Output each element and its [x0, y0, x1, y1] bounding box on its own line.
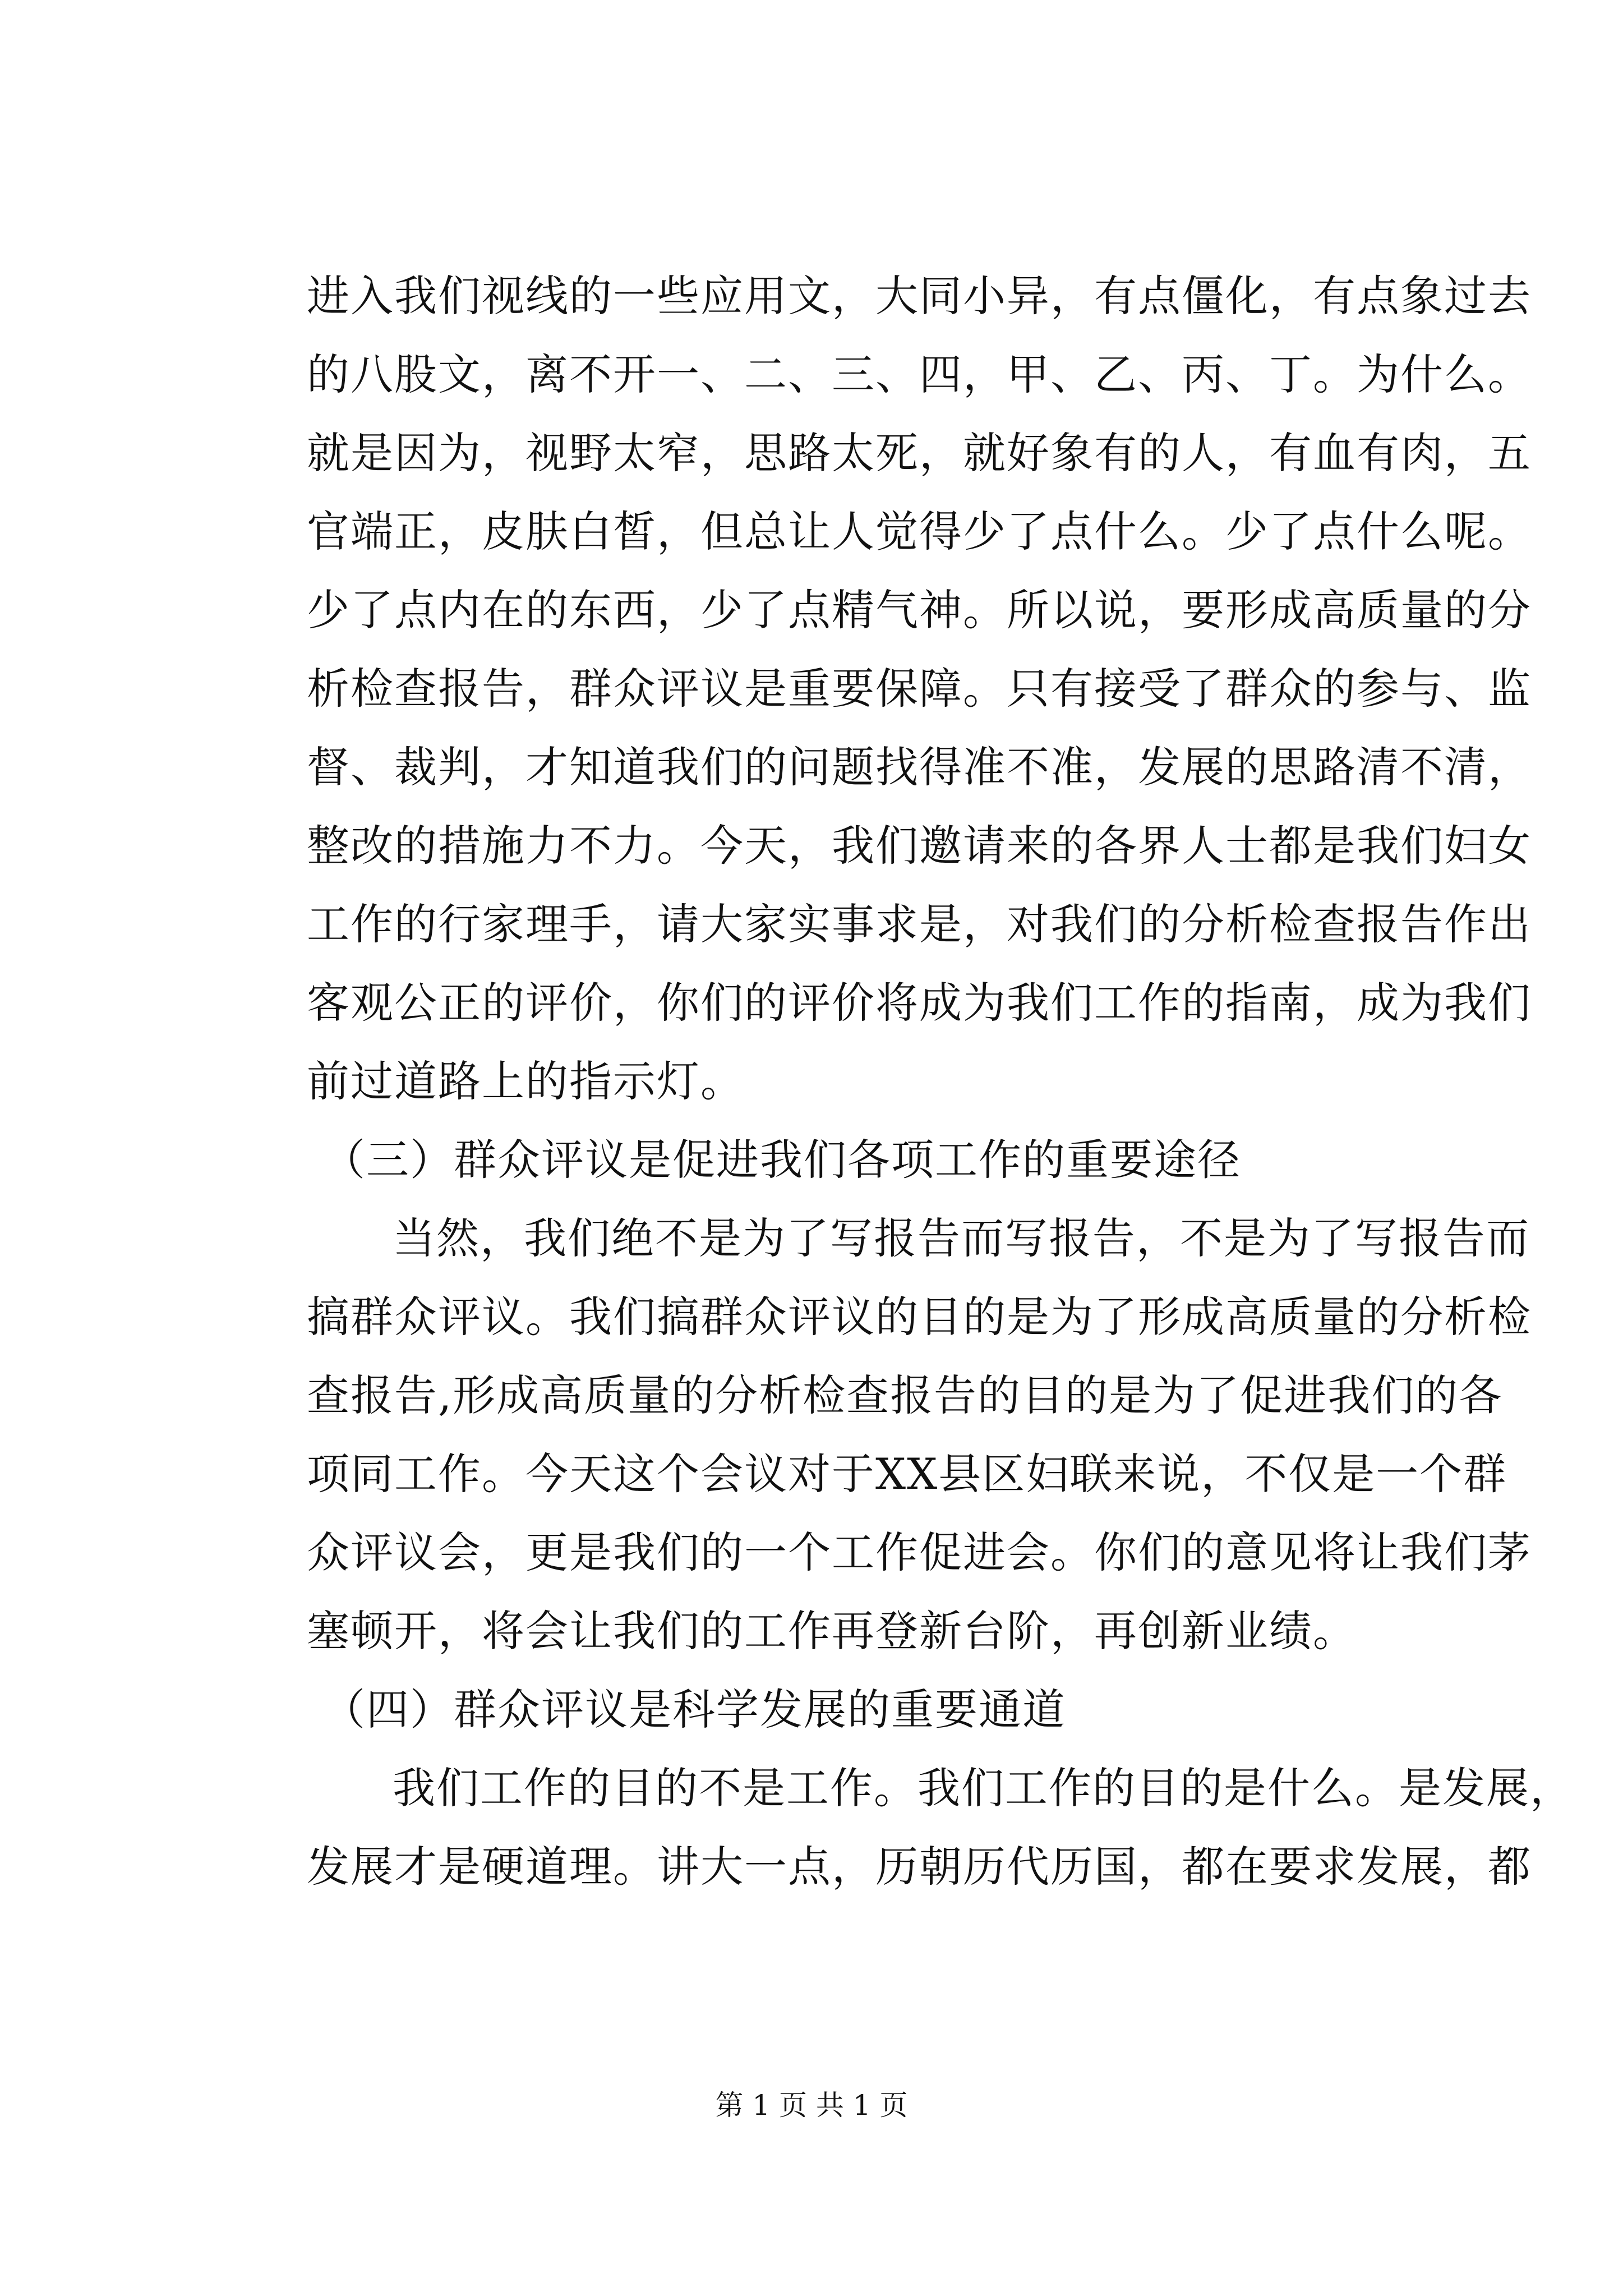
text-line: 客观公正的评价，你们的评价将成为我们工作的指南，成为我们 — [307, 978, 1532, 1028]
text-line: 查报告,形成高质量的分析检查报告的目的是为了促进我们的各 — [307, 1370, 1503, 1420]
text-line: 工作的行家理手，请大家实事求是，对我们的分析检查报告作出 — [307, 899, 1532, 949]
text-line: 析检查报告，群众评议是重要保障。只有接受了群众的参与、监 — [307, 664, 1532, 714]
text-line: 塞顿开，将会让我们的工作再登新台阶，再创新业绩。 — [307, 1606, 1357, 1656]
paragraph-start: 当然，我们绝不是为了写报告而写报告，不是为了写报告而 — [393, 1213, 1530, 1263]
text-line: 进入我们视线的一些应用文，大同小异，有点僵化，有点象过去 — [307, 271, 1532, 321]
text-line: 搞群众评议。我们搞群众评议的目的是为了形成高质量的分析检 — [307, 1292, 1532, 1342]
section-heading-3: （三）群众评议是促进我们各项工作的重要途径 — [322, 1135, 1241, 1185]
text-line: 众评议会，更是我们的一个工作促进会。你们的意见将让我们茅 — [307, 1527, 1532, 1577]
text-line: 就是因为，视野太窄，思路太死，就好象有的人，有血有肉，五 — [307, 428, 1532, 478]
text-line: 官端正，皮肤白皙，但总让人觉得少了点什么。少了点什么呢。 — [307, 507, 1532, 556]
text-line — [307, 1211, 1530, 1267]
text-line: 项同工作。今天这个会议对于XX县区妇联来说，不仅是一个群 — [307, 1449, 1507, 1499]
page-number-footer: 第 1 页 共 1 页 — [715, 2089, 908, 2122]
text-line: 少了点内在的东西，少了点精气神。所以说，要形成高质量的分 — [307, 585, 1532, 635]
text-line: 整改的措施力不力。今天，我们邀请来的各界人士都是我们妇女 — [307, 821, 1532, 871]
section-heading-4: （四）群众评议是科学发展的重要通道 — [322, 1685, 1066, 1734]
text-line: 我们工作的目的不是工作。我们工作的目的是什么。是发展， — [393, 1763, 1574, 1813]
text-line: 前过道路上的指示灯。 — [307, 1056, 744, 1106]
text-line: 的八股文，离不开一、二、三、四，甲、乙、丙、丁。为什么。 — [307, 349, 1532, 399]
text-line: 督、裁判，才知道我们的问题找得准不准，发展的思路清不清， — [307, 742, 1532, 792]
text-line: 发展才是硬道理。讲大一点，历朝历代历国，都在要求发展，都 — [307, 1842, 1532, 1892]
